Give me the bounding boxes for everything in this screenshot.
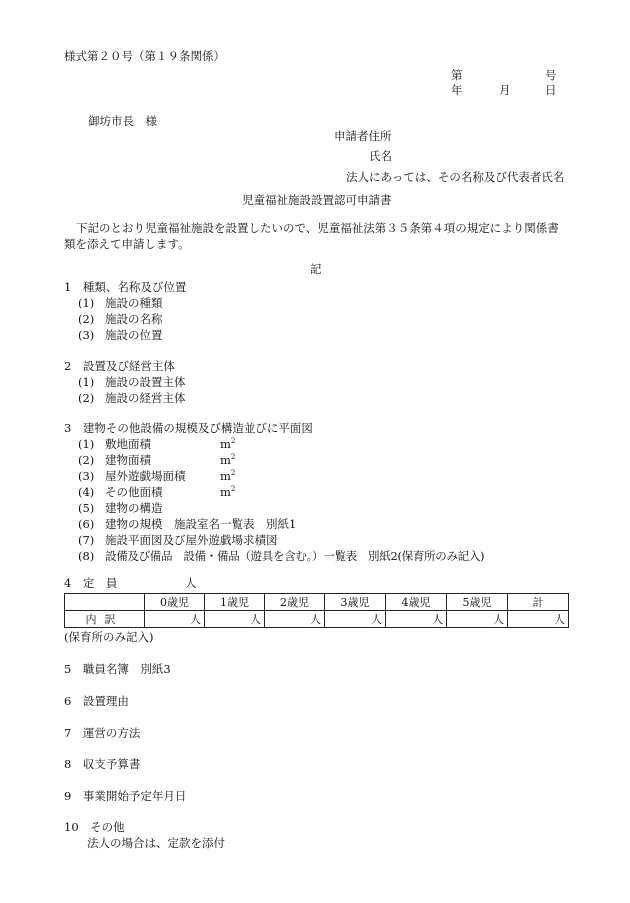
table-header-cell: 計 [508, 594, 569, 611]
section-3-heading: 3 建物その他設備の規模及び構造並びに平面図 [64, 421, 313, 435]
section-3-item [78, 517, 297, 531]
item-number: (1) [78, 375, 95, 389]
table-cell: 人 [325, 611, 386, 628]
item-label: 建物の規模 施設室名一覧表 別紙1 [105, 517, 297, 531]
section-1-heading: 1 種類、名称及び位置 [64, 280, 187, 294]
section-3-item [78, 485, 236, 499]
table-header-cell: 1歳児 [205, 594, 265, 611]
item-number: (8) [78, 549, 95, 563]
section-10-heading: 10 その他 [64, 820, 125, 834]
area-unit: $m^2$ [220, 469, 236, 483]
applicant-name-label: 氏名 [369, 149, 392, 163]
section-4-heading: 4 定 員 [64, 576, 118, 590]
section-1-item [78, 328, 163, 342]
section-5: 5 職員名簿 別紙3 [64, 662, 171, 676]
item-number: (1) [78, 296, 95, 310]
document-title: 児童福祉施設設置認可申請書 [242, 193, 392, 207]
section-6: 6 設置理由 [64, 694, 129, 708]
date-year: 年 [451, 83, 463, 97]
applicant-corporate-note: 法人にあっては、その名称及び代表者氏名 [346, 170, 565, 184]
capacity-unit: 人 [185, 576, 197, 590]
table-cell: 人 [205, 611, 265, 628]
ki-marker: 記 [310, 262, 322, 276]
item-label: 施設平面図及び屋外遊戯場求積図 [105, 533, 278, 547]
applicant-address-label: 申請者住所 [334, 129, 392, 143]
area-unit: $m^2$ [220, 437, 236, 451]
table-header-cell: 0歳児 [145, 594, 205, 611]
table-cell: 人 [508, 611, 569, 628]
item-number: (6) [78, 517, 95, 531]
item-number: (7) [78, 533, 95, 547]
item-label: 施設の位置 [105, 328, 163, 342]
addressee: 御坊市長 様 [88, 114, 157, 128]
doc-number-suffix: 号 [545, 68, 557, 82]
table-cell: 人 [265, 611, 325, 628]
section-3-item [78, 437, 236, 451]
table-header-cell: 2歳児 [265, 594, 325, 611]
table-header-cell [65, 594, 145, 611]
section-3-item [78, 453, 236, 467]
item-label: 施設の種類 [105, 296, 163, 310]
item-label: 敷地面積 [105, 437, 151, 451]
section-2-heading: 2 設置及び経営主体 [64, 359, 175, 373]
table-cell: 人 [386, 611, 447, 628]
section-3-item [78, 469, 236, 483]
table-header-cell: 5歳児 [447, 594, 508, 611]
item-number: (2) [78, 312, 95, 326]
table-row-label: 内訳 [65, 611, 145, 628]
table-header-cell: 3歳児 [325, 594, 386, 611]
item-label: 施設の名称 [105, 312, 163, 326]
item-number: (3) [78, 328, 95, 342]
item-number: (5) [78, 501, 95, 515]
capacity-table [64, 593, 569, 628]
table-header-row [65, 594, 569, 611]
section-8: 8 収支予算書 [64, 757, 141, 771]
intro-line-1: 下記のとおり児童福祉施設を設置したいので、児童福祉法第３５条第４項の規定により関係書 [76, 221, 559, 235]
item-label: 施設の経営主体 [105, 391, 186, 405]
section-9: 9 事業開始予定年月日 [64, 789, 187, 803]
area-unit: $m^2$ [220, 453, 236, 467]
section-2-item [78, 391, 186, 405]
item-number: (2) [78, 453, 95, 467]
date-month: 月 [499, 83, 511, 97]
section-7: 7 運営の方法 [64, 726, 141, 740]
section-1-item [78, 312, 163, 326]
item-number: (4) [78, 485, 95, 499]
item-number: (2) [78, 391, 95, 405]
intro-line-2: 類を添えて申請します。 [64, 237, 190, 251]
item-number: (3) [78, 469, 95, 483]
section-3-item [78, 533, 278, 547]
section-2-item [78, 375, 186, 389]
item-label: 建物の構造 [105, 501, 163, 515]
item-label: 施設の設置主体 [105, 375, 186, 389]
table-cell: 人 [145, 611, 205, 628]
item-label: 設備及び備品 設備・備品（遊具を含む。）一覧表 別紙2(保育所のみ記入) [105, 549, 485, 563]
table-row [65, 611, 569, 628]
item-label: その他面積 [105, 485, 163, 499]
section-3-item [78, 501, 163, 515]
table-header-cell: 4歳児 [386, 594, 447, 611]
item-number: (1) [78, 437, 95, 451]
section-10-note: 法人の場合は、定款を添付 [87, 836, 225, 850]
capacity-note: (保育所のみ記入) [64, 630, 154, 644]
form-number: 様式第２０号（第１９条関係） [64, 49, 225, 63]
item-label: 屋外遊戯場面積 [105, 469, 186, 483]
doc-number-prefix: 第 [451, 68, 463, 82]
section-1-item [78, 296, 163, 310]
area-unit: $m^2$ [220, 485, 236, 499]
table-cell: 人 [447, 611, 508, 628]
item-label: 建物面積 [105, 453, 151, 467]
date-day: 日 [545, 83, 557, 97]
section-3-item [78, 549, 485, 563]
